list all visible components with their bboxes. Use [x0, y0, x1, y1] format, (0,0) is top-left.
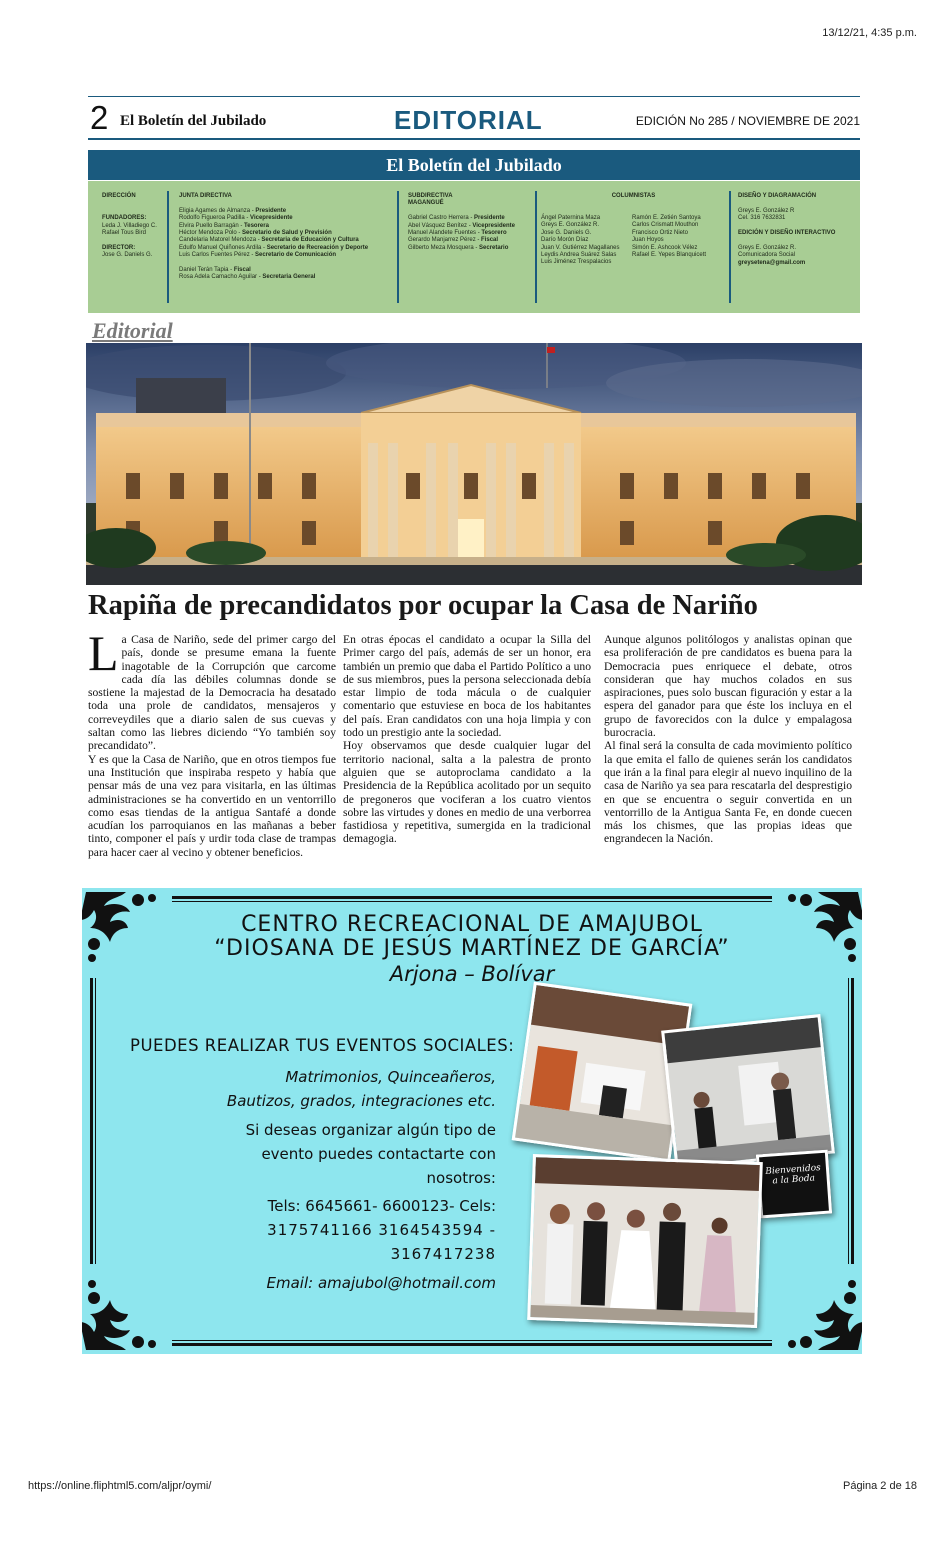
section-title: EDITORIAL: [394, 105, 543, 135]
ad-events-line: Matrimonios, Quinceañeros,: [285, 1068, 496, 1086]
junta-member: Candelaria Matorel Mendoza - Secretaria de Educación y Cultura: [179, 237, 359, 244]
junta-member: Rodolfo Figueroa Padilla - Vicepresidente: [179, 215, 293, 222]
ad-title: CENTRO RECREACIONAL DE AMAJUBOL: [241, 912, 703, 937]
junta-member: Rosa Adela Camacho Aguilar - Secretaria General: [179, 274, 316, 281]
article-paragraph: Hoy observamos que desde cualquier lugar del territorio nacional, salta a la palestra de pronto alguien que se autoproclama candidato a la Presidencia de la República acolitado por un sequito de pregoneros que vociferan a los cuatro vientos sobre las virtudes y dones en medio de una verborrea fastidiosa y repetitiva, sumergida en la tradicional demagogia.: [343, 739, 591, 846]
article-column-1: [88, 625, 336, 859]
paper-banner: El Boletín del Jubilado: [88, 150, 860, 180]
director-heading: DIRECTOR:: [102, 244, 136, 251]
ad-phones: Tels: 6645661- 6600123- Cels:: [267, 1197, 496, 1215]
divider: [535, 191, 537, 303]
ad-phones: 3175741166 3164543594 -: [267, 1221, 496, 1239]
staff-junta: [179, 193, 404, 282]
amajubol-advertisement: [82, 888, 862, 1354]
welcome-sign-text: Bienvenidos a la Boda: [764, 1163, 822, 1187]
ornament-border: [172, 896, 772, 902]
junta-member: Luis Carlos Fuentes Pérez - Secretario de Comunicación: [179, 252, 337, 259]
edicion-email: greysetena@gmail.com: [738, 259, 806, 266]
junta-member: Elvira Puello Barragán - Tesorera: [179, 222, 269, 229]
print-url: https://online.fliphtml5.com/aljpr/oymi/: [28, 1480, 212, 1492]
ad-events-line: Bautizos, grados, integraciones etc.: [226, 1092, 496, 1110]
paper-name: El Boletín del Jubilado: [120, 113, 267, 129]
print-timestamp: 13/12/21, 4:35 p.m.: [822, 27, 917, 39]
article-paragraph: En otras épocas el candidato a ocupar la Silla del Primer cargo del país, además de ser un honor, era también un premio que daba el Partido Político a uno de sus miembros, pues la persona seleccionada debía estar limpio de toda mácula o de cualquier comentario que estuviese en boca de los habitantes del país. Eran candidatos con una hoja limpia y con todo un prestigio ante la sociedad.: [343, 633, 591, 740]
edicion-name: Greys E. González R.: [738, 244, 797, 251]
ad-events-heading: PUEDES REALIZAR TUS EVENTOS SOCIALES:: [130, 1036, 515, 1055]
ad-contact-line: nosotros:: [426, 1169, 496, 1187]
article-column-2: [343, 633, 591, 846]
ad-phones: 3167417238: [390, 1245, 496, 1263]
divider: [397, 191, 399, 303]
diseno-heading: DISEÑO Y DIAGRAMACIÓN: [738, 193, 817, 199]
editorial-label: Editorial: [92, 318, 173, 343]
article-paragraph: La Casa de Nariño, sede del primer cargo del país, donde se presume emana la fuente inagotable de la Corrupción que carcome cada día las débiles columnas donde se sostiene la majestad de la Democracia ha desatado toda una prole de candidatos, mensajeros y correveydiles que a diario salen de sus cuevas y saltan como las liebres diciendo “Yo también soy precandidato”.: [88, 625, 336, 753]
columnistas-list-b: Ramón E. Zetién Santoya Carlos Crismatt Mouthon Francisco Ortiz Nieto Juan Hoyos Simón E. Ashcook Vélez Rafael E. Yepes Blanquicett: [632, 215, 707, 259]
print-page-label: Página 2 de 18: [842, 1480, 917, 1492]
junta-member: Héctor Mendoza Polo - Secretario de Salud y Previsión: [179, 230, 332, 237]
ad-contact-line: Si deseas organizar algún tipo de: [245, 1121, 496, 1139]
ad-location: Arjona – Bolívar: [389, 962, 555, 986]
ornament-corner-icon: [82, 1262, 174, 1354]
edicion-role: Comunicadora Social: [738, 252, 796, 259]
article-paragraph: Y es que la Casa de Nariño, que en otros tiempos fue una Institución que inspiraba respeto y había que pensar más de una vez para visitarla, en las últimas administraciones se ha convertido en un ventorrillo como esas tiendas de la antigua Santafé a donde acudían los parroquianos en las mañanas a beber tinto, componer el país y urdir toda clase de trampas para hacer caer al vecino y obtener beneficios.: [88, 752, 336, 859]
welcome-sign-photo: [756, 1150, 832, 1219]
fundador-name: Rafael Tous Bird: [102, 230, 146, 237]
staff-diseno: [738, 193, 856, 267]
fundador-name: Leda J. Villadiego C.: [102, 222, 157, 229]
director-name: Jose G. Daniels G.: [102, 252, 153, 259]
staff-subdirectiva: [408, 193, 533, 252]
ad-email: Email: amajubol@hotmail.com: [266, 1274, 496, 1292]
subdirectiva-member: Gabriel Castro Herrera - Presidente: [408, 215, 505, 222]
subdirectiva-member: Gerardo Manjarrez Pérez - Fiscal: [408, 237, 499, 244]
event-photo: [661, 1014, 835, 1170]
junta-member: Edulfo Manuel Quiñones Ardila - Secretario de Recreación y Deporte: [179, 244, 369, 251]
subdirectiva-heading: SUBDIRECTIVA: [408, 193, 453, 199]
subdirectiva-heading: MAGANGUÉ: [408, 200, 444, 207]
article-paragraph: Aunque algunos politólogos y analistas opinan que esa proliferación de pre candidatos es buena para la Democracia pues enriquece el debate, otros consideran que hay muchos colados en sus aspiraciones, pues solo buscan figuración y estar a la espera del ganador para que éste los incluya en el grupo de favorecidos con la dulce y empalagosa burocracia.: [604, 633, 852, 740]
junta-member: Daniel Terán Tapia - Fiscal: [179, 267, 251, 274]
subdirectiva-member: Manuel Alandete Fuentes - Tesorero: [408, 230, 507, 237]
ad-contact-line: evento puedes contactarte con: [261, 1145, 496, 1163]
direccion-heading: DIRECCIÓN: [102, 193, 136, 199]
fundadores-heading: FUNDADORES:: [102, 215, 147, 222]
page-number: 2: [90, 99, 109, 136]
subdirectiva-member: Gilberto Meza Mosquera - Secretario: [408, 244, 509, 251]
ornament-border: [848, 978, 854, 1264]
event-photo: [527, 1154, 763, 1328]
staff-columnistas: [541, 193, 726, 266]
ornament-corner-icon: [770, 1262, 862, 1354]
divider: [167, 191, 169, 303]
divider: [729, 191, 731, 303]
edicion-heading: EDICIÓN Y DISEÑO INTERACTIVO: [738, 230, 836, 237]
article-column-3: [604, 633, 852, 846]
staff-direccion: [102, 193, 172, 260]
junta-member: Eligia Agames de Almanza - Presidente: [179, 207, 287, 214]
article-paragraph: Al final será la consulta de cada movimiento político la que emita el fallo de quienes serán los candidatos que irán a la final para elegir al nuevo inquilino de la casa de Nariño ya sea para rescatarla del desprestigio en que se encuentra o seguir convertida en un ventorrillo de la Antigua Santa Fe, en donde cuecen más los chismes, que las propias ideas que engrandecen la Nación.: [604, 739, 852, 846]
ornament-border: [90, 978, 96, 1264]
staff-box: [88, 181, 860, 313]
diseno-name: Greys E. González R: [738, 207, 795, 214]
columnistas-list-a: Ángel Paternina Maza Greys E. González R. Jose G. Daniels G. Darío Morón Díaz Juan V. Gutiérrez Magallanes Leydis Andrea Suárez Salas Luis Jiménez Trespalacios: [541, 215, 620, 266]
diseno-phone: Cel. 316 7632831: [738, 215, 786, 222]
masthead: [88, 96, 860, 140]
article-headline: Rapiña de precandidatos por ocupar la Casa de Nariño: [88, 590, 758, 621]
junta-heading: JUNTA DIRECTIVA: [179, 193, 232, 199]
subdirectiva-member: Abel Vásquez Benítez - Vicepresidente: [408, 222, 515, 229]
columnistas-heading: COLUMNISTAS: [611, 193, 656, 199]
edition-info: EDICIÓN No 285 / NOVIEMBRE DE 2021: [635, 114, 860, 128]
ad-subtitle: “DIOSANA DE JESÚS MARTÍNEZ DE GARCÍA”: [214, 936, 730, 961]
casa-narino-photo: [86, 343, 862, 585]
ornament-border: [172, 1340, 772, 1346]
drop-cap: L: [88, 625, 119, 681]
